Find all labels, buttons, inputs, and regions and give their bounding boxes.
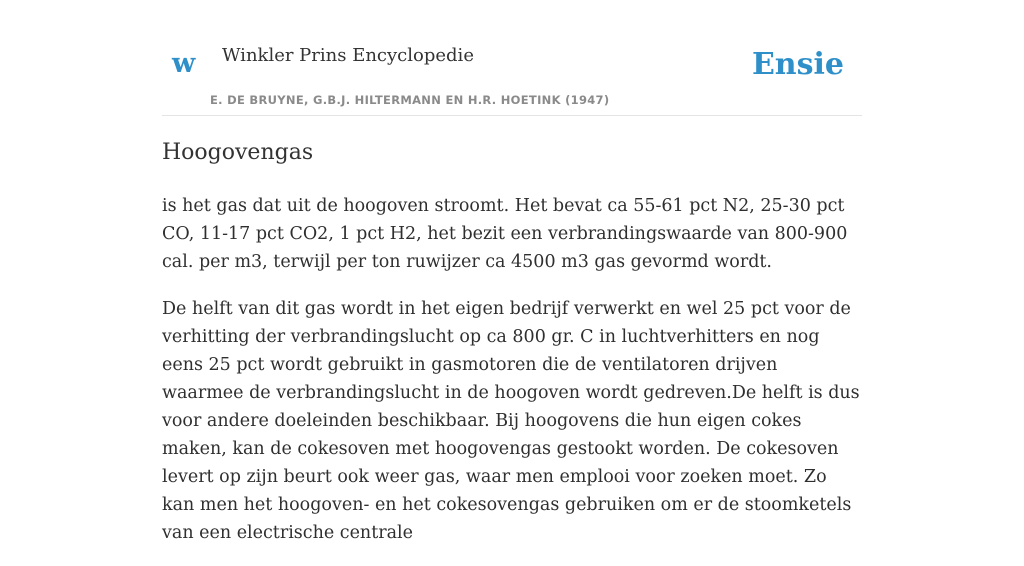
article-paragraph: is het gas dat uit de hoogoven stroomt. Het bevat ca 55-61 pct N2, 25-30 pct CO, 11-17 pct CO2, 1 pct H2, het bezit een verbrandingswaarde van 800-900 cal. per m3, terwijl per ton ruwijzer ca 4500 m3 gas gevormd wordt. — [162, 196, 848, 272]
page-header — [162, 0, 862, 116]
article-paragraph: De helft van dit gas wordt in het eigen bedrijf verwerkt en wel 25 pct voor de verhitting der verbrandingslucht op ca 800 gr. C in luchtverhitters en nog eens 25 pct wordt gebruikt in gasmotoren die de ventilatoren drijven waarmee de verbrandingslucht in de hoogoven wordt gedreven.De helft is dus voor andere doeleinden beschikbaar. Bij hoogovens die hun eigen cokes maken, kan de cokesoven met hoogovengas gestookt worden. De cokesoven levert op zijn beurt ook weer gas, waar men emplooi voor zoeken moet. Zo kan men het hoogoven- en het cokesovengas gebruiken om er de stoomketels van een electrische centrale — [162, 299, 860, 543]
ensie-brand-link[interactable]: Ensie — [751, 47, 844, 82]
article-body — [162, 192, 862, 566]
source-authors: E. DE BRUYNE, G.B.J. HILTERMANN EN H.R. HOETINK (1947) — [210, 93, 610, 107]
article-title: Hoogovengas — [162, 140, 314, 165]
site-title[interactable]: Winkler Prins Encyclopedie — [222, 45, 474, 66]
encyclopedia-logo[interactable]: w — [172, 48, 196, 79]
